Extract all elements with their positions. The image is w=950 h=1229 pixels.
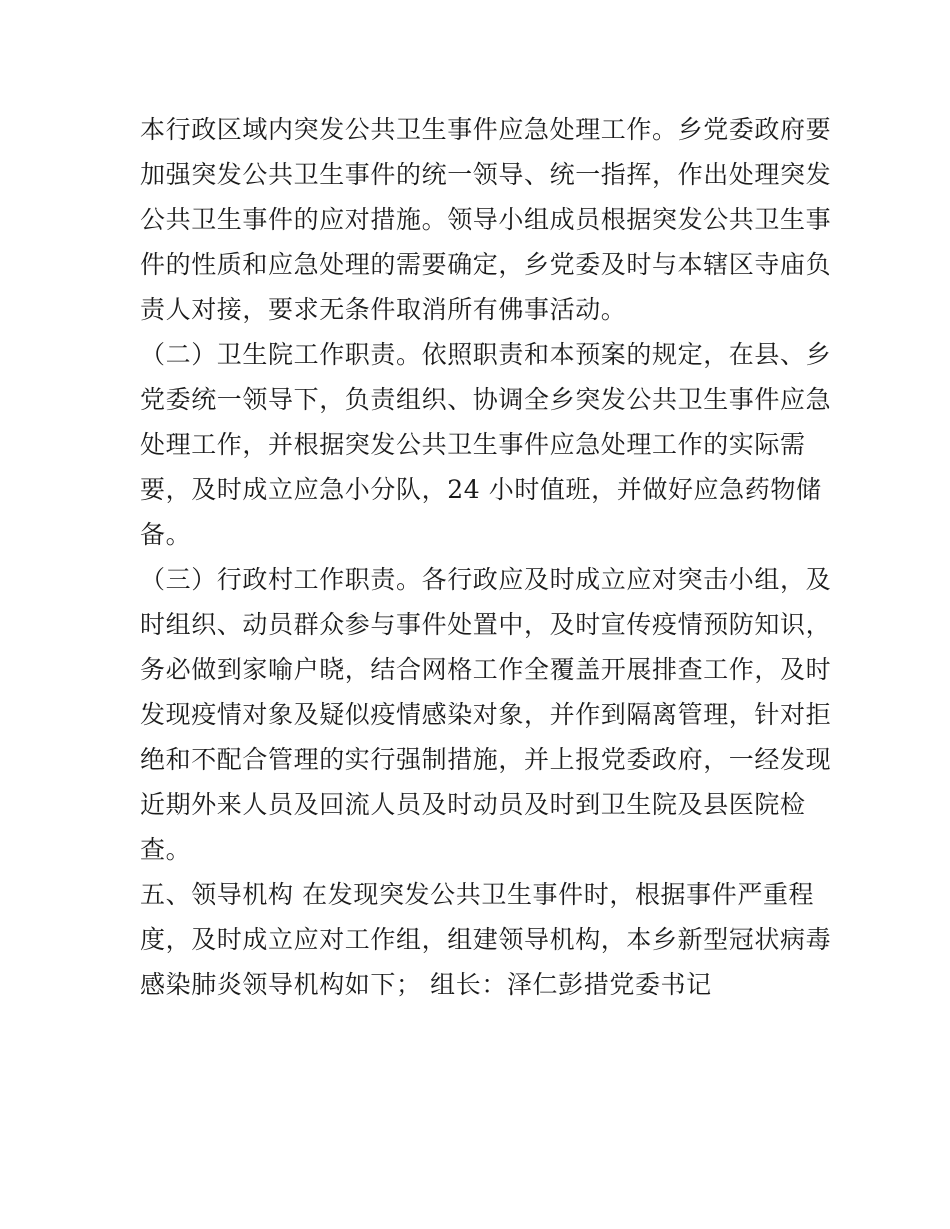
text-line: 处理工作，并根据突发公共卫生事件应急处理工作的实际需 bbox=[140, 430, 806, 459]
text-line: 近期外来人员及回流人员及时动员及时到卫生院及县医院检 bbox=[140, 790, 806, 819]
text-line: 发现疫情对象及疑似疫情感染对象，并作到隔离管理，针对拒 bbox=[140, 700, 832, 729]
text-line: 公共卫生事件的应对措施。领导小组成员根据突发公共卫生事 bbox=[140, 205, 832, 234]
text-line: 务必做到家喻户晓，结合网格工作全覆盖开展排查工作，及时 bbox=[140, 655, 832, 684]
text-line: 备。 bbox=[140, 520, 192, 549]
text-line: 党委统一领导下，负责组织、协调全乡突发公共卫生事件应急 bbox=[140, 385, 832, 414]
text-line: 件的性质和应急处理的需要确定，乡党委及时与本辖区寺庙负 bbox=[140, 250, 832, 279]
text-line: 绝和不配合管理的实行强制措施，并上报党委政府，一经发现 bbox=[140, 745, 832, 774]
text-line: 五、领导机构 在发现突发公共卫生事件时，根据事件严重程 bbox=[140, 880, 815, 909]
text-line: 要，及时成立应急小分队，24 小时值班，并做好应急药物储 bbox=[140, 475, 822, 504]
text-line: （二）卫生院工作职责。依照职责和本预案的规定，在县、乡 bbox=[140, 340, 832, 369]
text-line: 度，及时成立应对工作组，组建领导机构，本乡新型冠状病毒 bbox=[140, 925, 832, 954]
text-line: 本行政区域内突发公共卫生事件应急处理工作。乡党委政府要 bbox=[140, 115, 832, 144]
text-line: 责人对接，要求无条件取消所有佛事活动。 bbox=[140, 295, 627, 324]
text-line: 感染肺炎领导机构如下； 组长：泽仁彭措党委书记 bbox=[140, 970, 712, 999]
text-line: 加强突发公共卫生事件的统一领导、统一指挥，作出处理突发 bbox=[140, 160, 832, 189]
text-line: （三）行政村工作职责。各行政应及时成立应对突击小组，及 bbox=[140, 565, 832, 594]
body-text bbox=[140, 107, 832, 1007]
text-line: 时组织、动员群众参与事件处置中，及时宣传疫情预防知识， bbox=[140, 610, 832, 639]
text-line: 查。 bbox=[140, 835, 192, 864]
